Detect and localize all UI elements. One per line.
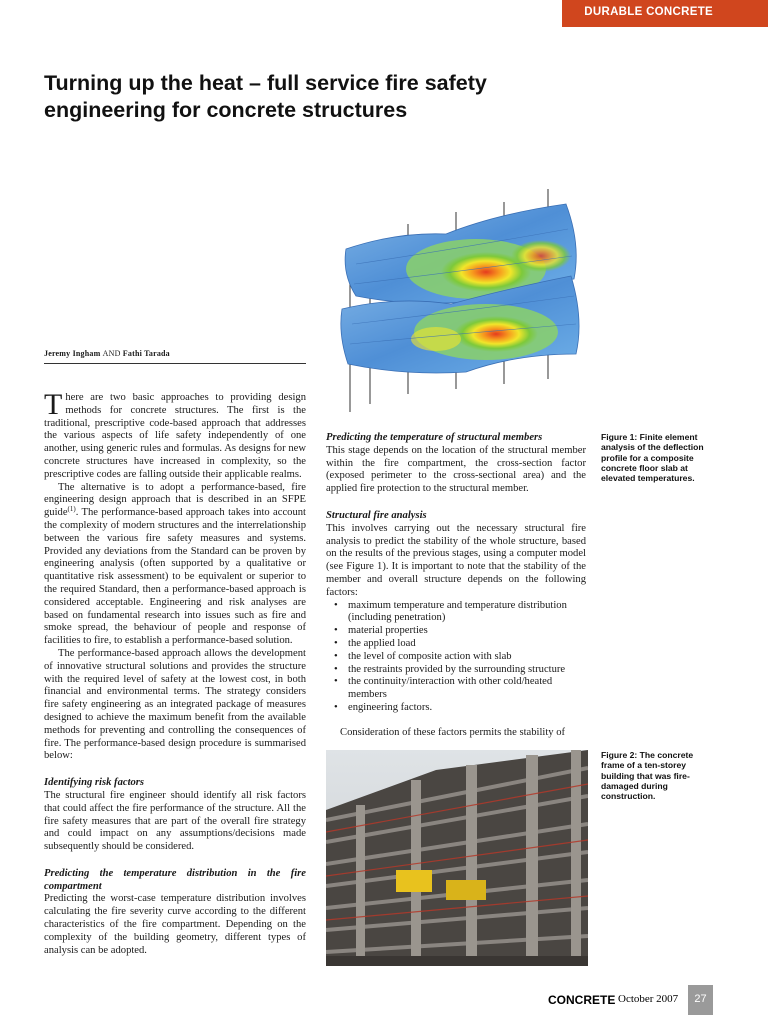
list-item: • the restraints provided by the surrounding structure	[340, 664, 586, 677]
magazine-name: CONCRETE	[548, 993, 616, 1007]
fire-analysis-paragraph: This involves carrying out the necessary structural fire analysis to predict the stability of the whole structure, based on the results of the previous stages, using a computer model (see Figure 1). It is important to note that the stability of the member and overall structure depends on the following factors:	[326, 522, 586, 598]
subhead-temperature-distribution: Predicting the temperature distribution in the fire compartment	[44, 867, 306, 892]
structural-members-paragraph: This stage depends on the location of the structural member within the fire compartment, the cross-section factor (exposed perimeter to the cross-sectional area) and the applied fire protection to the structural member.	[326, 444, 586, 495]
page-number: 27	[694, 993, 707, 1005]
figure-1-image	[326, 184, 588, 424]
left-column	[44, 388, 306, 957]
deflection-profile-graphic	[326, 184, 588, 424]
list-item: • the level of composite action with slab	[340, 651, 586, 664]
subhead-identifying-risk-factors: Identifying risk factors	[44, 777, 145, 789]
figure-2-caption: Figure 2: The concrete frame of a ten-storey building that was fire-damaged during construction.	[601, 750, 694, 802]
byline	[44, 349, 306, 364]
closing-paragraph: Consideration of these factors permits the stability of	[340, 726, 566, 738]
list-item: • material properties	[340, 625, 586, 638]
intro-paragraph	[44, 388, 306, 482]
paragraph-5: Predicting the worst-case temperature distribution involves calculating the fire severity curve according to the different characteristics of the fire compartment. Depending on the complexity of the building geometry, different types of analysis can be adopted.	[44, 893, 306, 956]
list-item: • the applied load	[340, 638, 586, 651]
intro-text: here are two basic approaches to providing design methods for concrete structures. The first is the traditional, prescriptive code-based approach that addresses the various aspects of life safety independently of one another, using generic rules and formulas. As designs for new concrete structures have increased in complexity, so the prescriptive codes are falling outside their applicable realms.	[44, 392, 306, 480]
factors-list	[340, 600, 586, 715]
middle-column	[326, 432, 586, 740]
byline-connector: AND	[102, 349, 121, 358]
subhead-structural-members: Predicting the temperature of structural members	[326, 432, 543, 443]
author-2: Fathi Tarada	[122, 349, 170, 358]
list-item: • the continuity/interaction with other cold/heated members	[340, 676, 586, 702]
issue-date: October 2007	[618, 993, 679, 1005]
section-label: DURABLE CONCRETE	[584, 6, 713, 18]
fire-damaged-building-photo	[326, 750, 588, 966]
paragraph-2-start: The alternative is to adopt a performance-based, fire engineering design approach that is described in an SFPE guide	[44, 481, 306, 519]
author-1: Jeremy Ingham	[44, 349, 101, 358]
paragraph-2-end: . The performance-based approach takes into account the complexity of modern structures and the interrelationship between the various fire safety measures and systems. Provided any deviations from the Standard can be proven by engineering analysis (often supported by a qualitative or quantitative risk assessment) to be equivalent or superior to the required Standard, then a performance-based approach is considered acceptable. Engineering and risk analyses are based on fundamental research into issues such as fire and smoke spread, the behaviour of people and response of facilities to fire, to establish a performance-based solution.	[44, 507, 306, 647]
yellow-hoist	[396, 870, 432, 892]
drop-cap: T	[44, 388, 63, 421]
paragraph-3: The performance-based approach allows the development of innovative structural solutions and provides the structure with the required level of safety at the lowest cost, in both financial and environmental terms. The strategy considers fire safety engineering as an integrated package of measures designed to achieve the maximum benefit from the available methods for preventing and controlling the consequences of fire. The performance-based design procedure is summarised below:	[44, 647, 306, 762]
subhead-structural-fire-analysis: Structural fire analysis	[326, 509, 427, 521]
list-item: • engineering factors.	[340, 702, 586, 715]
page-number-tab	[688, 985, 713, 1015]
paragraph-4: The structural fire engineer should identify all risk factors that could affect the fire performance of the structure. All the fire safety measures that are part of the overall fire strategy and could impact on any assumptions/decisions made subsequently should be considered.	[44, 789, 306, 853]
list-item: • maximum temperature and temperature distribution (including penetration)	[340, 600, 586, 626]
figure-2-image	[326, 750, 588, 966]
paragraph-2	[44, 482, 306, 648]
figure-1-caption: Figure 1: Finite element analysis of the deflection profile for a composite concrete floor slab at elevated temperatures.	[601, 432, 704, 484]
article-title: Turning up the heat – full service fire safety engineering for concrete structures	[44, 71, 487, 122]
reference-1: (1)	[67, 505, 76, 514]
section-banner	[562, 0, 768, 27]
